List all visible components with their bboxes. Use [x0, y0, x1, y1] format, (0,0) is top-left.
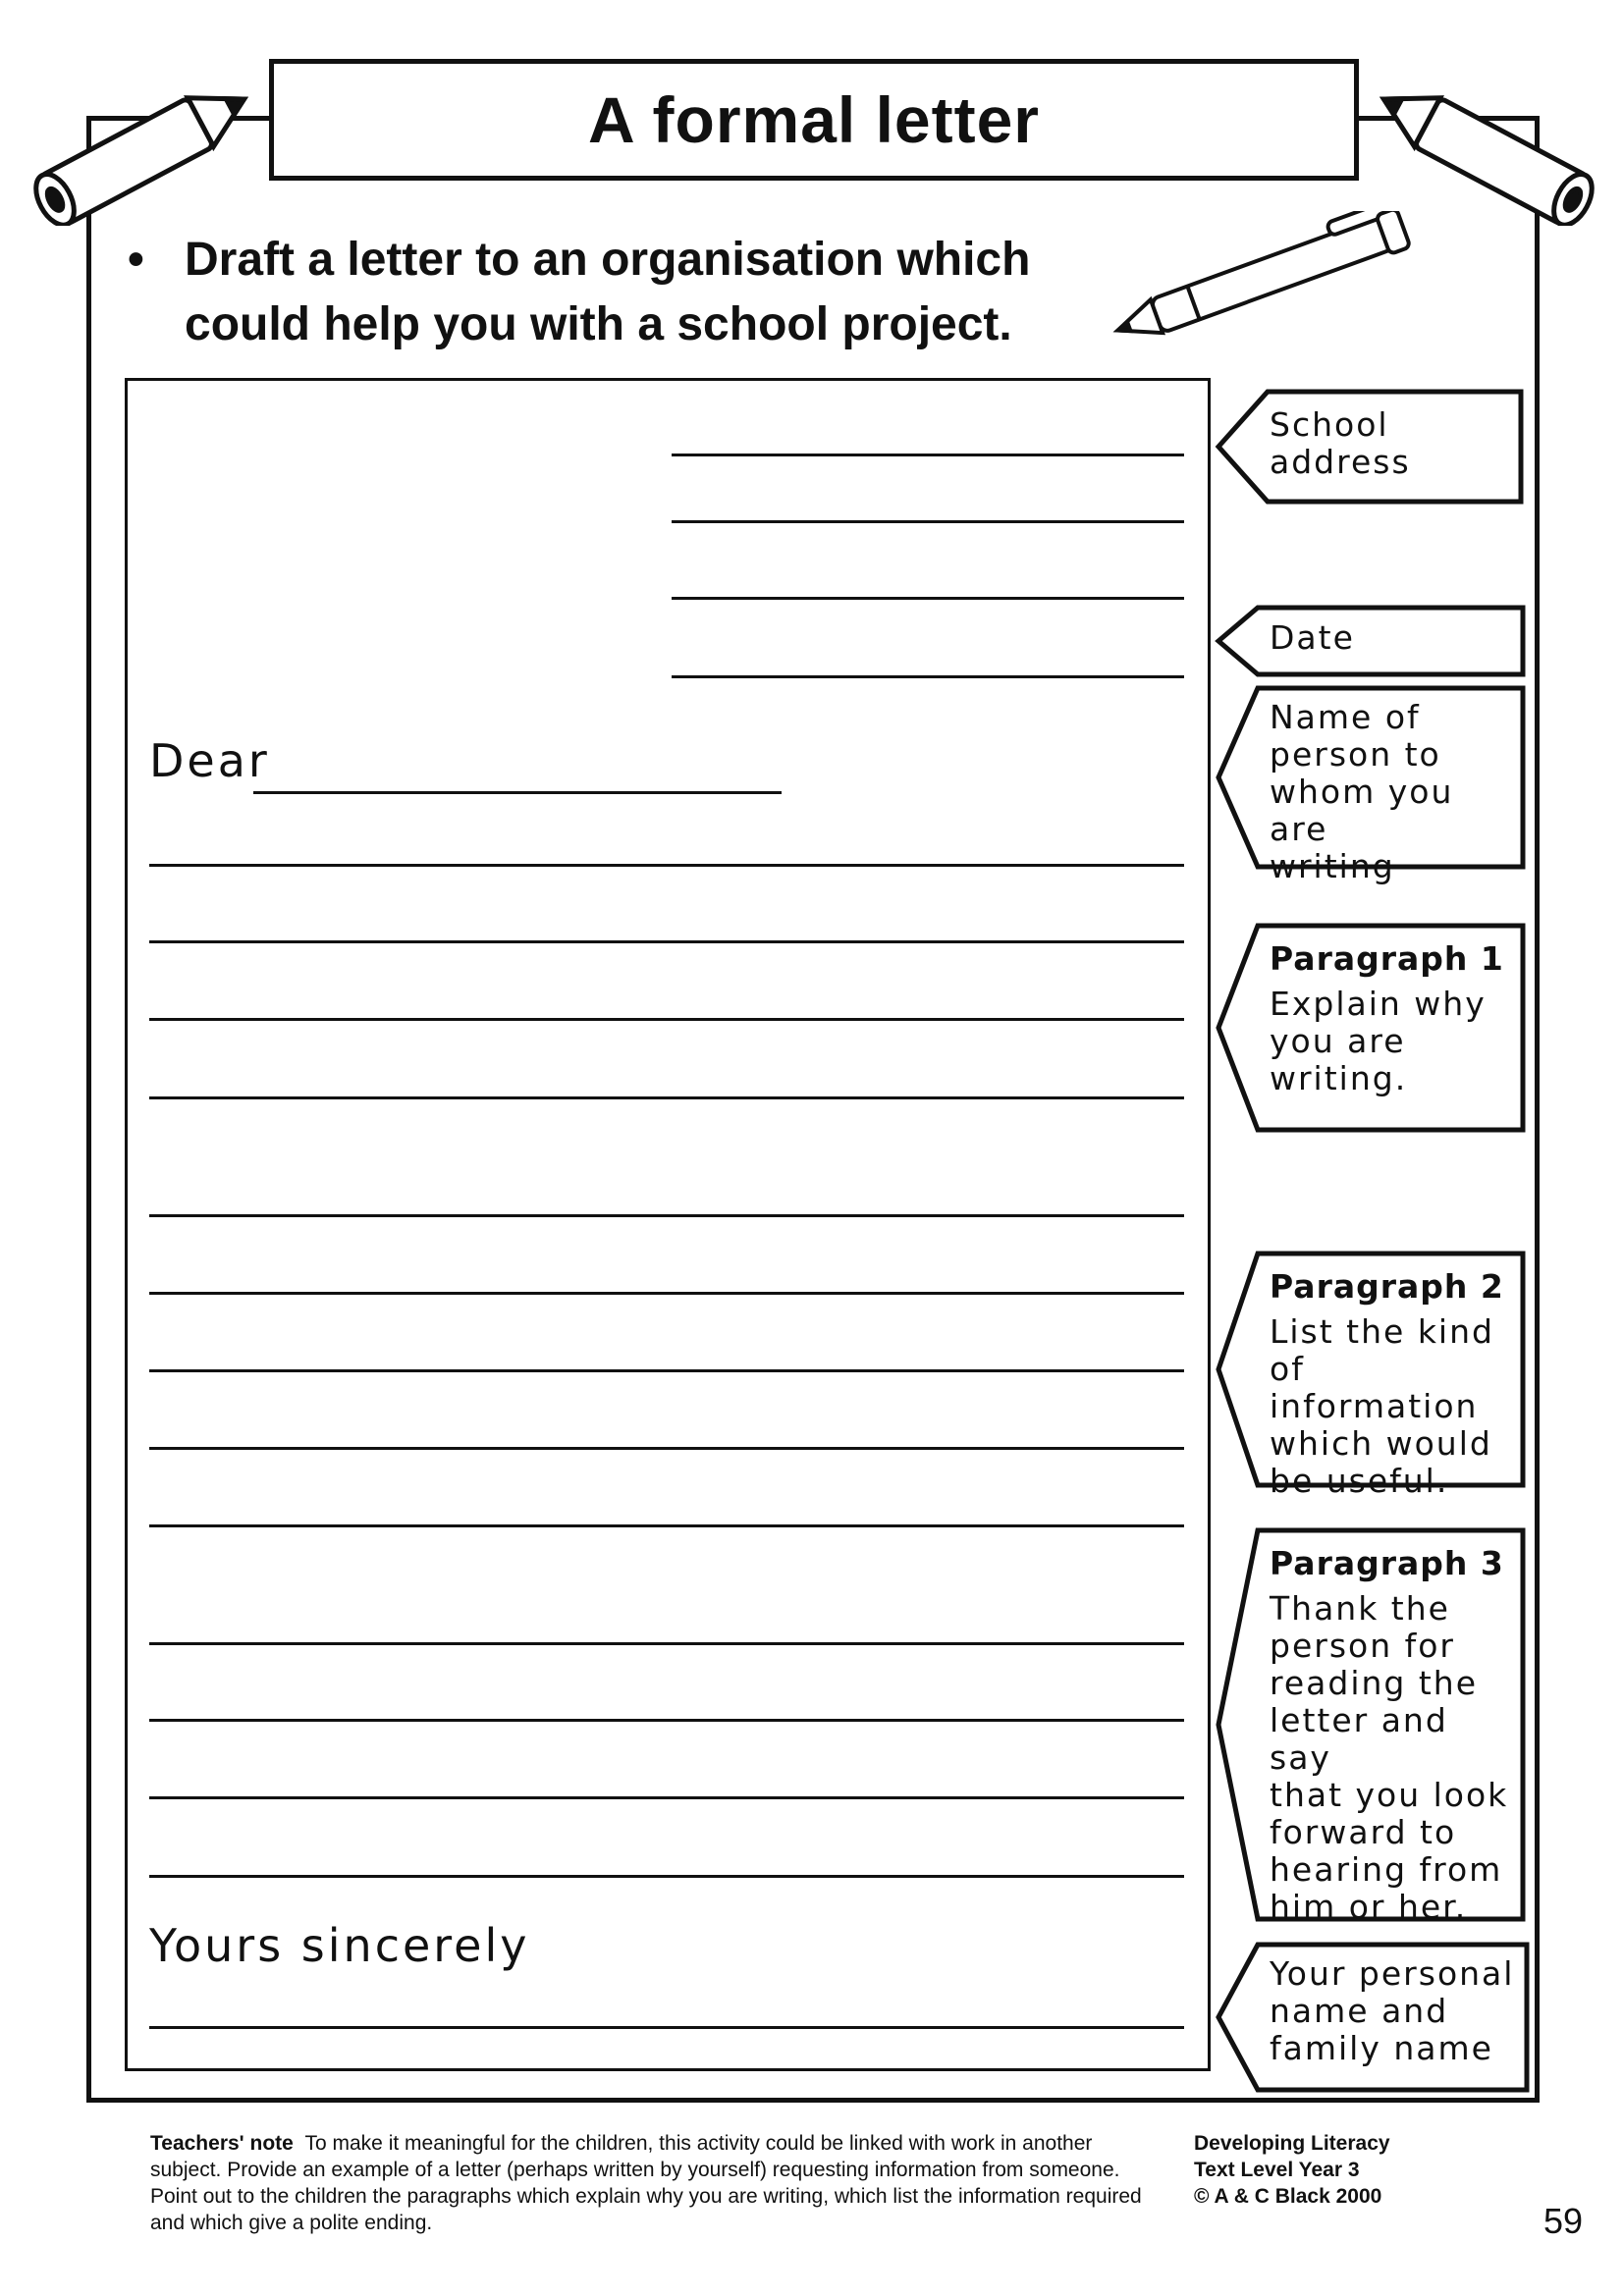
date-line[interactable] [672, 675, 1184, 678]
label-line: hearing from [1270, 1850, 1503, 1889]
label-line: name and [1270, 1992, 1449, 2030]
publication-info [1194, 2130, 1449, 2210]
label-line: address [1270, 443, 1411, 481]
greeting: Dear [149, 734, 270, 787]
label-date [1213, 605, 1529, 677]
address-line-1[interactable] [672, 454, 1184, 456]
label-line: person to [1270, 735, 1441, 774]
copyright: © A & C Black 2000 [1194, 2185, 1382, 2208]
label-line: Name of [1270, 698, 1421, 736]
series-name: Developing Literacy [1194, 2132, 1390, 2155]
teachers-note [150, 2130, 1162, 2236]
label-line: Your personal [1270, 1954, 1515, 1993]
writing-line[interactable] [149, 1018, 1184, 1021]
label-line: you are [1270, 1022, 1406, 1060]
writing-line[interactable] [149, 1875, 1184, 1878]
address-line-2[interactable] [672, 520, 1184, 523]
label-line: family name [1270, 2029, 1493, 2067]
pen-icon [1090, 211, 1434, 339]
teachers-note-text: To make it meaningful for the children, this activity could be linked with work in another subject. Provide an example of a letter (perhaps written by yourself) requesting information from someone. Point out to the children the paragraphs which explain why you are writing, which list the information required and which give a polite ending. [150, 2132, 1142, 2234]
label-signature [1213, 1942, 1533, 2093]
label-heading: Paragraph 1 [1270, 939, 1504, 978]
label-school-address [1213, 389, 1527, 505]
label-line: whom you are [1270, 773, 1454, 848]
writing-line[interactable] [149, 940, 1184, 943]
label-heading: Paragraph 3 [1270, 1544, 1504, 1582]
page-title: A formal letter [269, 59, 1359, 181]
pencil-left-icon [20, 69, 275, 226]
writing-line[interactable] [149, 1719, 1184, 1722]
label-line: List the kind [1270, 1312, 1494, 1351]
writing-line[interactable] [149, 1096, 1184, 1099]
label-line: which would [1270, 1424, 1492, 1463]
writing-line[interactable] [149, 1214, 1184, 1217]
teachers-note-label: Teachers' note [150, 2132, 294, 2155]
bullet: • [128, 234, 144, 286]
label-line: letter and say [1270, 1701, 1448, 1777]
label-line: Explain why [1270, 985, 1487, 1023]
label-line: Thank the [1270, 1589, 1450, 1628]
recipient-name-line[interactable] [253, 791, 782, 794]
writing-line[interactable] [149, 1447, 1184, 1450]
letter-panel [125, 378, 1211, 2071]
label-line: reading the [1270, 1664, 1478, 1702]
label-paragraph-1 [1213, 923, 1529, 1133]
label-line: that you look [1270, 1776, 1509, 1814]
label-line: of information [1270, 1350, 1479, 1425]
label-line: Date [1270, 618, 1355, 657]
label-paragraph-3 [1213, 1527, 1529, 1926]
series-level: Text Level Year 3 [1194, 2159, 1360, 2181]
pencil-right-icon [1353, 69, 1608, 226]
page-number: 59 [1543, 2201, 1584, 2241]
label-line: him or her. [1270, 1888, 1468, 1926]
writing-line[interactable] [149, 1796, 1184, 1799]
label-line: person for [1270, 1627, 1455, 1665]
address-line-3[interactable] [672, 597, 1184, 600]
label-line: be useful. [1270, 1462, 1449, 1500]
label-paragraph-2 [1213, 1251, 1529, 1500]
writing-line[interactable] [149, 1292, 1184, 1295]
instruction-text: Draft a letter to an organisation which could help you with a school project. [185, 234, 1031, 350]
label-line: writing. [1270, 1059, 1408, 1097]
writing-line[interactable] [149, 1369, 1184, 1372]
label-line: forward to [1270, 1813, 1457, 1851]
label-line: School [1270, 405, 1389, 444]
signature-line[interactable] [149, 2026, 1184, 2029]
writing-line[interactable] [149, 1524, 1184, 1527]
writing-line[interactable] [149, 864, 1184, 867]
label-recipient-name [1213, 685, 1529, 885]
closing: Yours sincerely [149, 1919, 530, 1972]
label-line: writing [1270, 847, 1395, 885]
label-heading: Paragraph 2 [1270, 1267, 1504, 1306]
writing-line[interactable] [149, 1642, 1184, 1645]
